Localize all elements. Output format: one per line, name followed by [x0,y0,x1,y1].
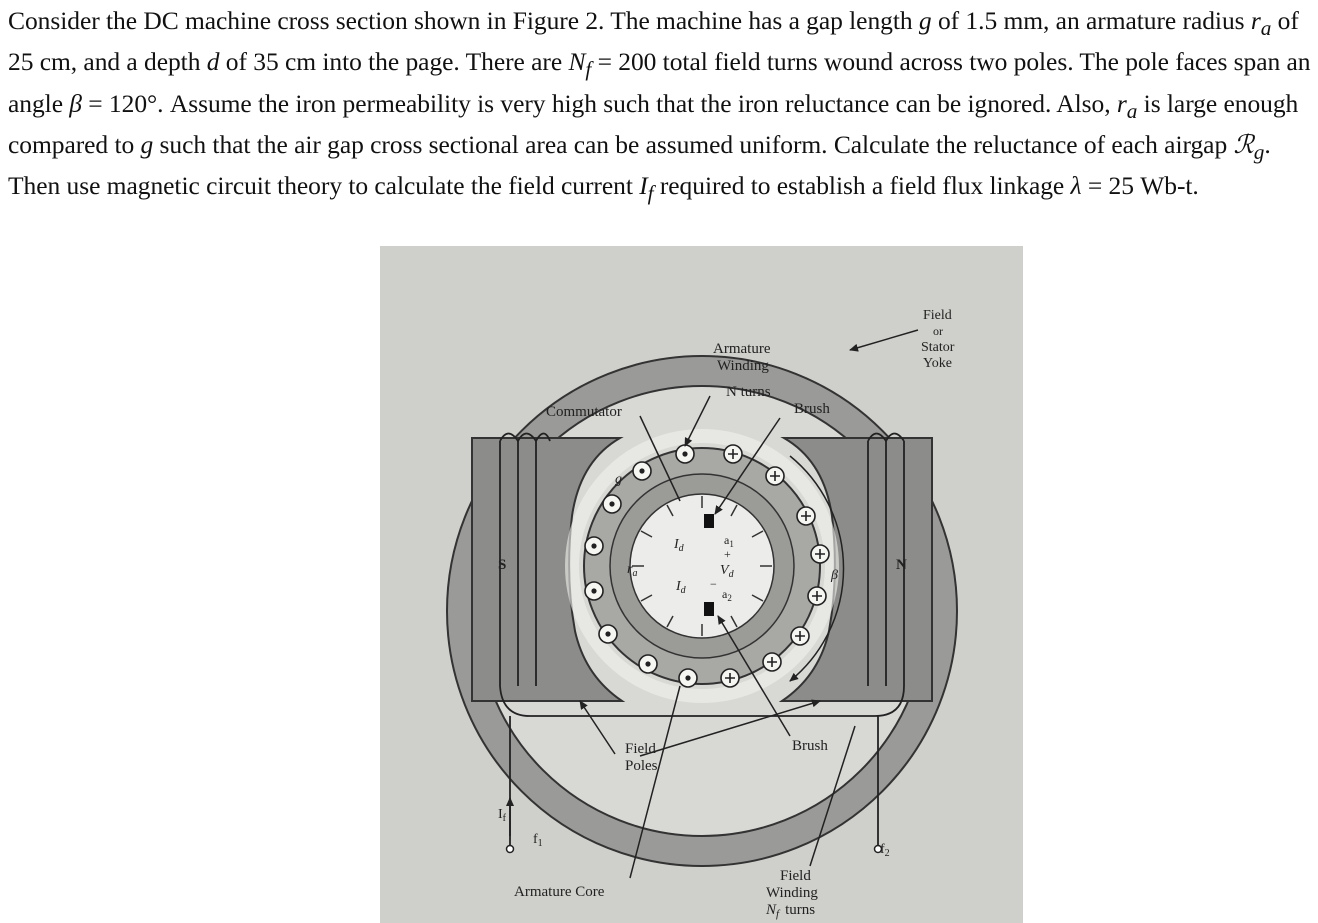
label-if-main: I [498,807,503,822]
label-nf-main: N [766,902,777,918]
label-plus: + [724,547,731,561]
label-ra-subscript: a [632,568,638,579]
symbol-beta: β [69,88,82,118]
label-id-bottom-subscript: d [680,585,686,596]
problem-text: . Then use magnetic circuit theory to calculate the field current [8,129,1271,201]
label-a1-main: a [724,533,730,547]
label-field-poles-1: Field [625,741,656,757]
label-if-subscript: f [502,813,507,824]
label-brush-bottom: Brush [792,738,828,754]
commutator [630,494,774,638]
label-armature-winding-1: Armature [713,341,771,357]
label-field-winding-2: Winding [766,885,818,901]
problem-paragraph [8,4,1313,210]
label-pole-n: N [896,557,907,573]
symbol-d: d [206,47,220,77]
problem-text: = 25 Wb-t. [1081,171,1199,201]
symbol-ra: r [1116,88,1127,118]
label-vd-main: V [720,563,729,578]
label-a2-main: a [722,587,728,601]
label-field-yoke-3: Stator [921,340,955,355]
problem-statement [8,4,1313,210]
problem-text: Consider the DC machine cross section shown in Figure 2. The machine has a gap length [8,6,919,35]
label-id-bottom-main: I [676,579,681,594]
label-a2-subscript: 2 [727,593,732,603]
label-armature-winding-2: Winding [717,358,769,374]
label-armature-core: Armature Core [514,884,605,900]
symbol-g: g [918,6,932,35]
label-field-winding-3 [765,902,815,920]
label-f2-subscript: 2 [884,848,890,859]
symbol-nf: N [568,47,586,77]
label-a1-subscript: 1 [729,539,734,549]
symbol-rg-subscript: g [1253,139,1265,164]
brush-bottom-block [704,602,714,616]
problem-text: = 120°. Assume the iron permeability is very high such that the iron reluctance can be ignored. Also, [81,88,1117,118]
problem-text: such that the air gap cross sectional area can be assumed uniform. Calculate the reluctance of each airgap [153,129,1234,159]
label-f2-main: f [880,842,885,857]
symbol-rg: ℛ [1233,129,1254,159]
brush-top-block [704,514,714,528]
problem-text: of 25 cm, and a depth [8,6,1299,77]
label-ra-main: r [627,562,633,577]
label-field-poles-2: Poles [625,758,658,774]
symbol-ra-subscript: a [1126,98,1138,123]
symbol-ra: r [1250,6,1261,35]
figure-2-dc-machine [380,246,1023,923]
label-field-winding-1: Field [780,868,811,884]
label-field-yoke-4: Yoke [923,356,952,371]
symbol-g: g [140,129,154,159]
label-f1-main: f [533,832,538,847]
symbol-if-subscript: f [647,181,654,206]
label-nf-subscript: f [776,908,780,920]
symbol-lambda: λ [1070,171,1082,201]
label-id-top-subscript: d [678,543,684,554]
symbol-ra-subscript: a [1260,16,1272,41]
label-pole-s: S [498,557,507,573]
problem-text: required to establish a field flux linkage [653,171,1071,201]
label-minus: − [710,577,717,591]
problem-text: is large enough compared to [8,88,1299,159]
problem-text: of 1.5 mm, an armature radius [931,6,1251,35]
problem-text: of 35 cm into the page. There are [219,47,569,77]
problem-text: = 200 total field turns wound across two poles. The pole faces span an angle [8,47,1311,118]
dc-machine-diagram [380,246,1023,923]
label-commutator: Commutator [546,404,622,420]
label-n-turns: N turns [726,384,771,400]
label-field-winding-4: turns [785,902,816,918]
terminal-f1 [507,846,514,853]
label-id-top-main: I [674,537,679,552]
label-gap-g: g [615,472,622,487]
label-beta: β [831,568,838,583]
symbol-nf-subscript: f [585,57,592,82]
label-f1-subscript: 1 [537,838,543,849]
label-field-yoke-2: or [933,324,943,338]
label-brush-top: Brush [794,401,830,417]
symbol-if: I [639,171,648,201]
label-field-yoke-1: Field [923,308,952,323]
label-vd-subscript: d [728,569,734,580]
